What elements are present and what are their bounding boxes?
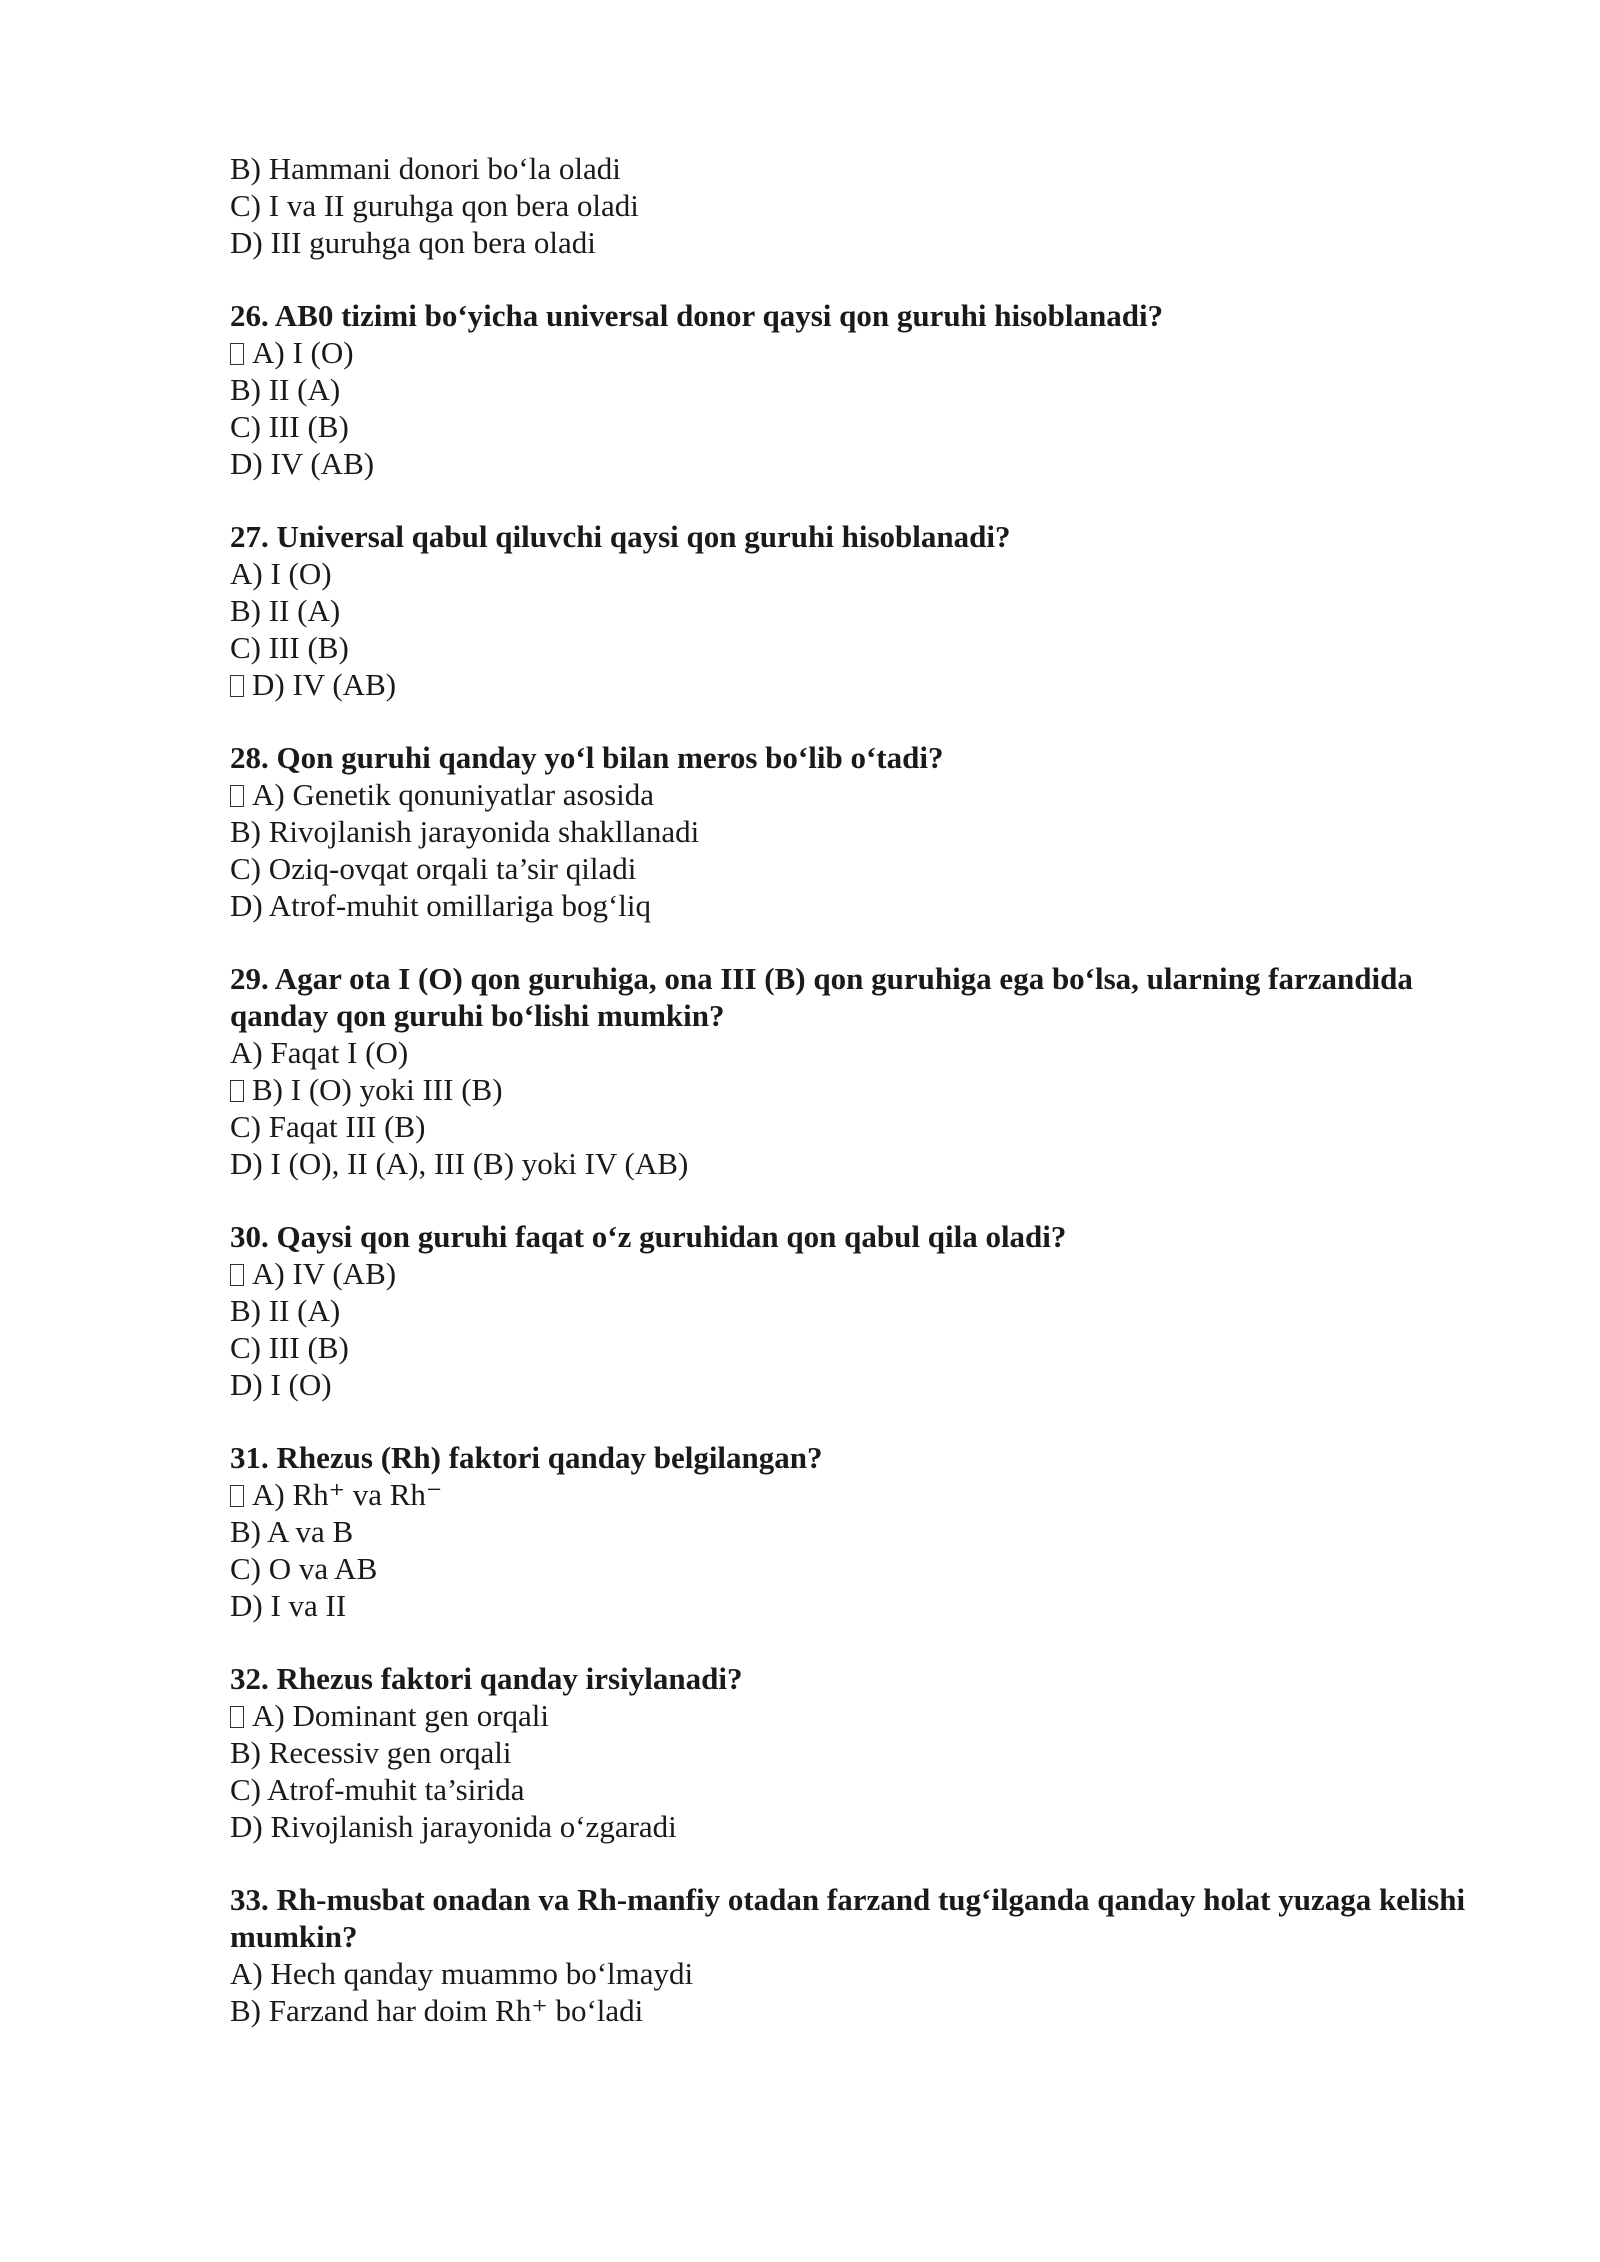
question-title: 32. Rhezus faktori qanday irsiylanadi? <box>230 1661 743 1696</box>
question-title: 29. Agar ota I (O) qon guruhiga, ona III (B) qon guruhiga ega bo‘lsa, ularning farzandida qanday qon guruhi bo‘lishi mumkin? <box>230 961 1413 1033</box>
answer-mark-icon <box>230 1485 244 1507</box>
option-text: C) Oziq-ovqat orqali ta’sir qiladi <box>230 851 637 886</box>
option-line <box>230 1808 1500 1845</box>
option-text: B) Farzand har doim Rh⁺ bo‘ladi <box>230 1993 644 2028</box>
option-text: A) Rh⁺ va Rh⁻ <box>252 1477 443 1512</box>
option-text: B) A va B <box>230 1514 354 1549</box>
option-text: B) Rivojlanish jarayonida shakllanadi <box>230 814 700 849</box>
option-line <box>230 592 1500 629</box>
option-line <box>230 1255 1500 1292</box>
option-text: D) Rivojlanish jarayonida o‘zgaradi <box>230 1809 677 1844</box>
option-line <box>230 1697 1500 1734</box>
option-text: C) O va AB <box>230 1551 378 1586</box>
option-line: C) I va II guruhga qon bera oladi <box>230 188 639 223</box>
question-spacer <box>230 924 1500 960</box>
option-line <box>230 850 1500 887</box>
option-text: C) Faqat III (B) <box>230 1109 426 1144</box>
option-text: A) Faqat I (O) <box>230 1035 409 1070</box>
option-text: D) IV (AB) <box>230 446 375 481</box>
option-text: C) Atrof-muhit ta’sirida <box>230 1772 525 1807</box>
option-line <box>230 1071 1500 1108</box>
answer-mark-icon <box>230 1706 244 1728</box>
option-text: D) I (O), II (A), III (B) yoki IV (AB) <box>230 1146 689 1181</box>
option-text: A) I (O) <box>252 335 354 370</box>
option-line <box>230 1145 1500 1182</box>
question-block <box>230 960 1500 1182</box>
option-line <box>230 1992 1500 2029</box>
question-block <box>230 1218 1500 1403</box>
option-line <box>230 445 1500 482</box>
option-line <box>230 1513 1500 1550</box>
answer-mark-icon <box>230 675 244 697</box>
question-block <box>230 1660 1500 1845</box>
question-spacer <box>230 1845 1500 1881</box>
option-text: D) I va II <box>230 1588 347 1623</box>
question-title: 33. Rh-musbat onadan va Rh-manfiy otadan farzand tug‘ilganda qanday holat yuzaga kelishi mumkin? <box>230 1882 1466 1954</box>
option-line <box>230 1587 1500 1624</box>
option-text: B) II (A) <box>230 593 341 628</box>
option-line <box>230 555 1500 592</box>
option-line <box>230 1292 1500 1329</box>
option-text: A) Genetik qonuniyatlar asosida <box>252 777 655 812</box>
question-spacer <box>230 1624 1500 1660</box>
option-line <box>230 408 1500 445</box>
question-spacer <box>230 703 1500 739</box>
option-line: B) Hammani donori bo‘la oladi <box>230 151 621 186</box>
option-line <box>230 776 1500 813</box>
answer-mark-icon <box>230 1080 244 1102</box>
option-text: C) III (B) <box>230 409 349 444</box>
question-block <box>230 518 1500 703</box>
answer-mark-icon <box>230 785 244 807</box>
option-line <box>230 1734 1500 1771</box>
option-text: A) IV (AB) <box>252 1256 397 1291</box>
option-text: B) I (O) yoki III (B) <box>252 1072 503 1107</box>
option-line <box>230 666 1500 703</box>
option-text: C) III (B) <box>230 630 349 665</box>
answer-mark-icon <box>230 343 244 365</box>
option-line <box>230 1550 1500 1587</box>
option-line <box>230 1366 1500 1403</box>
option-line <box>230 629 1500 666</box>
question-title: 27. Universal qabul qiluvchi qaysi qon guruhi hisoblanadi? <box>230 519 1011 554</box>
question-title: 30. Qaysi qon guruhi faqat o‘z guruhidan qon qabul qila oladi? <box>230 1219 1067 1254</box>
option-text: B) Recessiv gen orqali <box>230 1735 512 1770</box>
question-block <box>230 1881 1500 2029</box>
question-block <box>230 739 1500 924</box>
question-title: 28. Qon guruhi qanday yo‘l bilan meros bo‘lib o‘tadi? <box>230 740 944 775</box>
question-title: 26. AB0 tizimi bo‘yicha universal donor qaysi qon guruhi hisoblanadi? <box>230 298 1164 333</box>
question-spacer <box>230 1182 1500 1218</box>
option-text: A) Hech qanday muammo bo‘lmaydi <box>230 1956 694 1991</box>
question-block <box>230 1439 1500 1624</box>
top-options <box>230 150 1500 261</box>
question-list <box>230 261 1500 2029</box>
option-text: A) I (O) <box>230 556 332 591</box>
option-text: B) II (A) <box>230 372 341 407</box>
quiz-content <box>230 150 1500 2029</box>
option-line <box>230 1034 1500 1071</box>
option-line <box>230 1329 1500 1366</box>
option-line <box>230 1476 1500 1513</box>
option-line <box>230 371 1500 408</box>
option-line <box>230 887 1500 924</box>
option-text: D) IV (AB) <box>252 667 397 702</box>
option-line <box>230 1771 1500 1808</box>
option-line <box>230 334 1500 371</box>
question-title: 31. Rhezus (Rh) faktori qanday belgilangan? <box>230 1440 823 1475</box>
option-text: B) II (A) <box>230 1293 341 1328</box>
answer-mark-icon <box>230 1264 244 1286</box>
option-line <box>230 813 1500 850</box>
option-text: A) Dominant gen orqali <box>252 1698 550 1733</box>
option-text: D) Atrof-muhit omillariga bog‘liq <box>230 888 652 923</box>
question-spacer <box>230 1403 1500 1439</box>
question-block <box>230 297 1500 482</box>
option-text: C) III (B) <box>230 1330 349 1365</box>
option-line: D) III guruhga qon bera oladi <box>230 225 596 260</box>
option-line <box>230 1955 1500 1992</box>
option-line <box>230 1108 1500 1145</box>
question-spacer <box>230 482 1500 518</box>
question-spacer <box>230 261 1500 297</box>
option-text: D) I (O) <box>230 1367 332 1402</box>
